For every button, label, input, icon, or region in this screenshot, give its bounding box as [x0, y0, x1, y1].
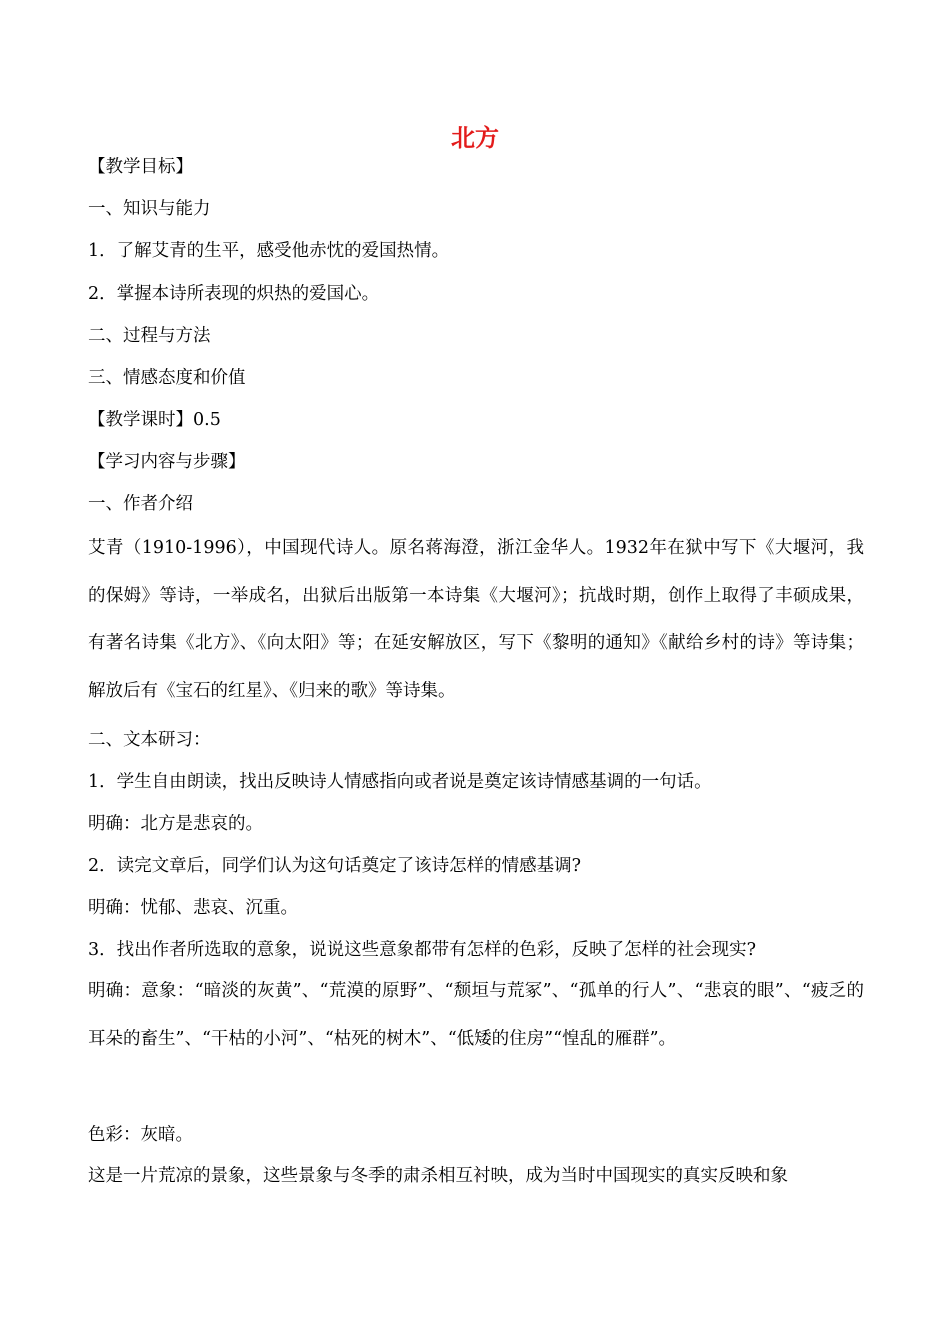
question-1: 1．学生自由朗读，找出反映诗人情感指向或者说是奠定该诗情感基调的一句话。 — [88, 772, 712, 792]
section-heading-content-steps: 【学习内容与步骤】 — [88, 452, 246, 472]
goal-item-2: 2．掌握本诗所表现的炽热的爱国心。 — [88, 284, 380, 304]
answer-1: 明确：北方是悲哀的。 — [88, 814, 263, 834]
subheading-author-intro: 一、作者介绍 — [88, 494, 193, 514]
document-title: 北方 — [451, 124, 499, 152]
subheading-emotion-values: 三、情感态度和价值 — [88, 368, 246, 388]
section-heading-teaching-goals: 【教学目标】 — [88, 157, 193, 177]
answer-3-reality-paragraph: 这是一片荒凉的景象，这些景象与冬季的肃杀相互衬映，成为当时中国现实的真实反映和象 — [88, 1166, 788, 1186]
section-heading-class-hours: 【教学课时】0.5 — [88, 410, 221, 430]
subheading-text-study: 二、文本研习： — [88, 730, 211, 750]
question-2: 2．读完文章后，同学们认为这句话奠定了该诗怎样的情感基调? — [88, 856, 582, 876]
question-3: 3．找出作者所选取的意象，说说这些意象都带有怎样的色彩，反映了怎样的社会现实? — [88, 940, 757, 960]
subheading-knowledge-ability: 一、知识与能力 — [88, 199, 211, 219]
subheading-process-method: 二、过程与方法 — [88, 326, 211, 346]
answer-2: 明确：忧郁、悲哀、沉重。 — [88, 898, 298, 918]
goal-item-1: 1．了解艾青的生平，感受他赤忱的爱国热情。 — [88, 241, 450, 261]
answer-3-color: 色彩：灰暗。 — [88, 1125, 193, 1145]
author-intro-paragraph: 艾青（1910-1996），中国现代诗人。原名蒋海澄，浙江金华人。1932年在狱中写下《大堰河，我的保姆》等诗，一举成名，出狱后出版第一本诗集《大堰河》；抗战时期，创作上取得了丰硕成果，有著名诗集《北方》、《向太阳》等；在延安解放区，写下《黎明的通知》《献给乡村的诗》等诗集；解放后有《宝石的红星》、《归来的歌》等诗集。 — [88, 538, 864, 701]
answer-3-imagery-paragraph: 明确：意象：“暗淡的灰黄”、“荒漠的原野”、“颓垣与荒冢”、“孤单的行人”、“悲哀的眼”、“疲乏的耳朵的畜生”、“干枯的小河”、“枯死的树木”、“低矮的住房”“惶乱的雁群”。 — [88, 981, 864, 1049]
